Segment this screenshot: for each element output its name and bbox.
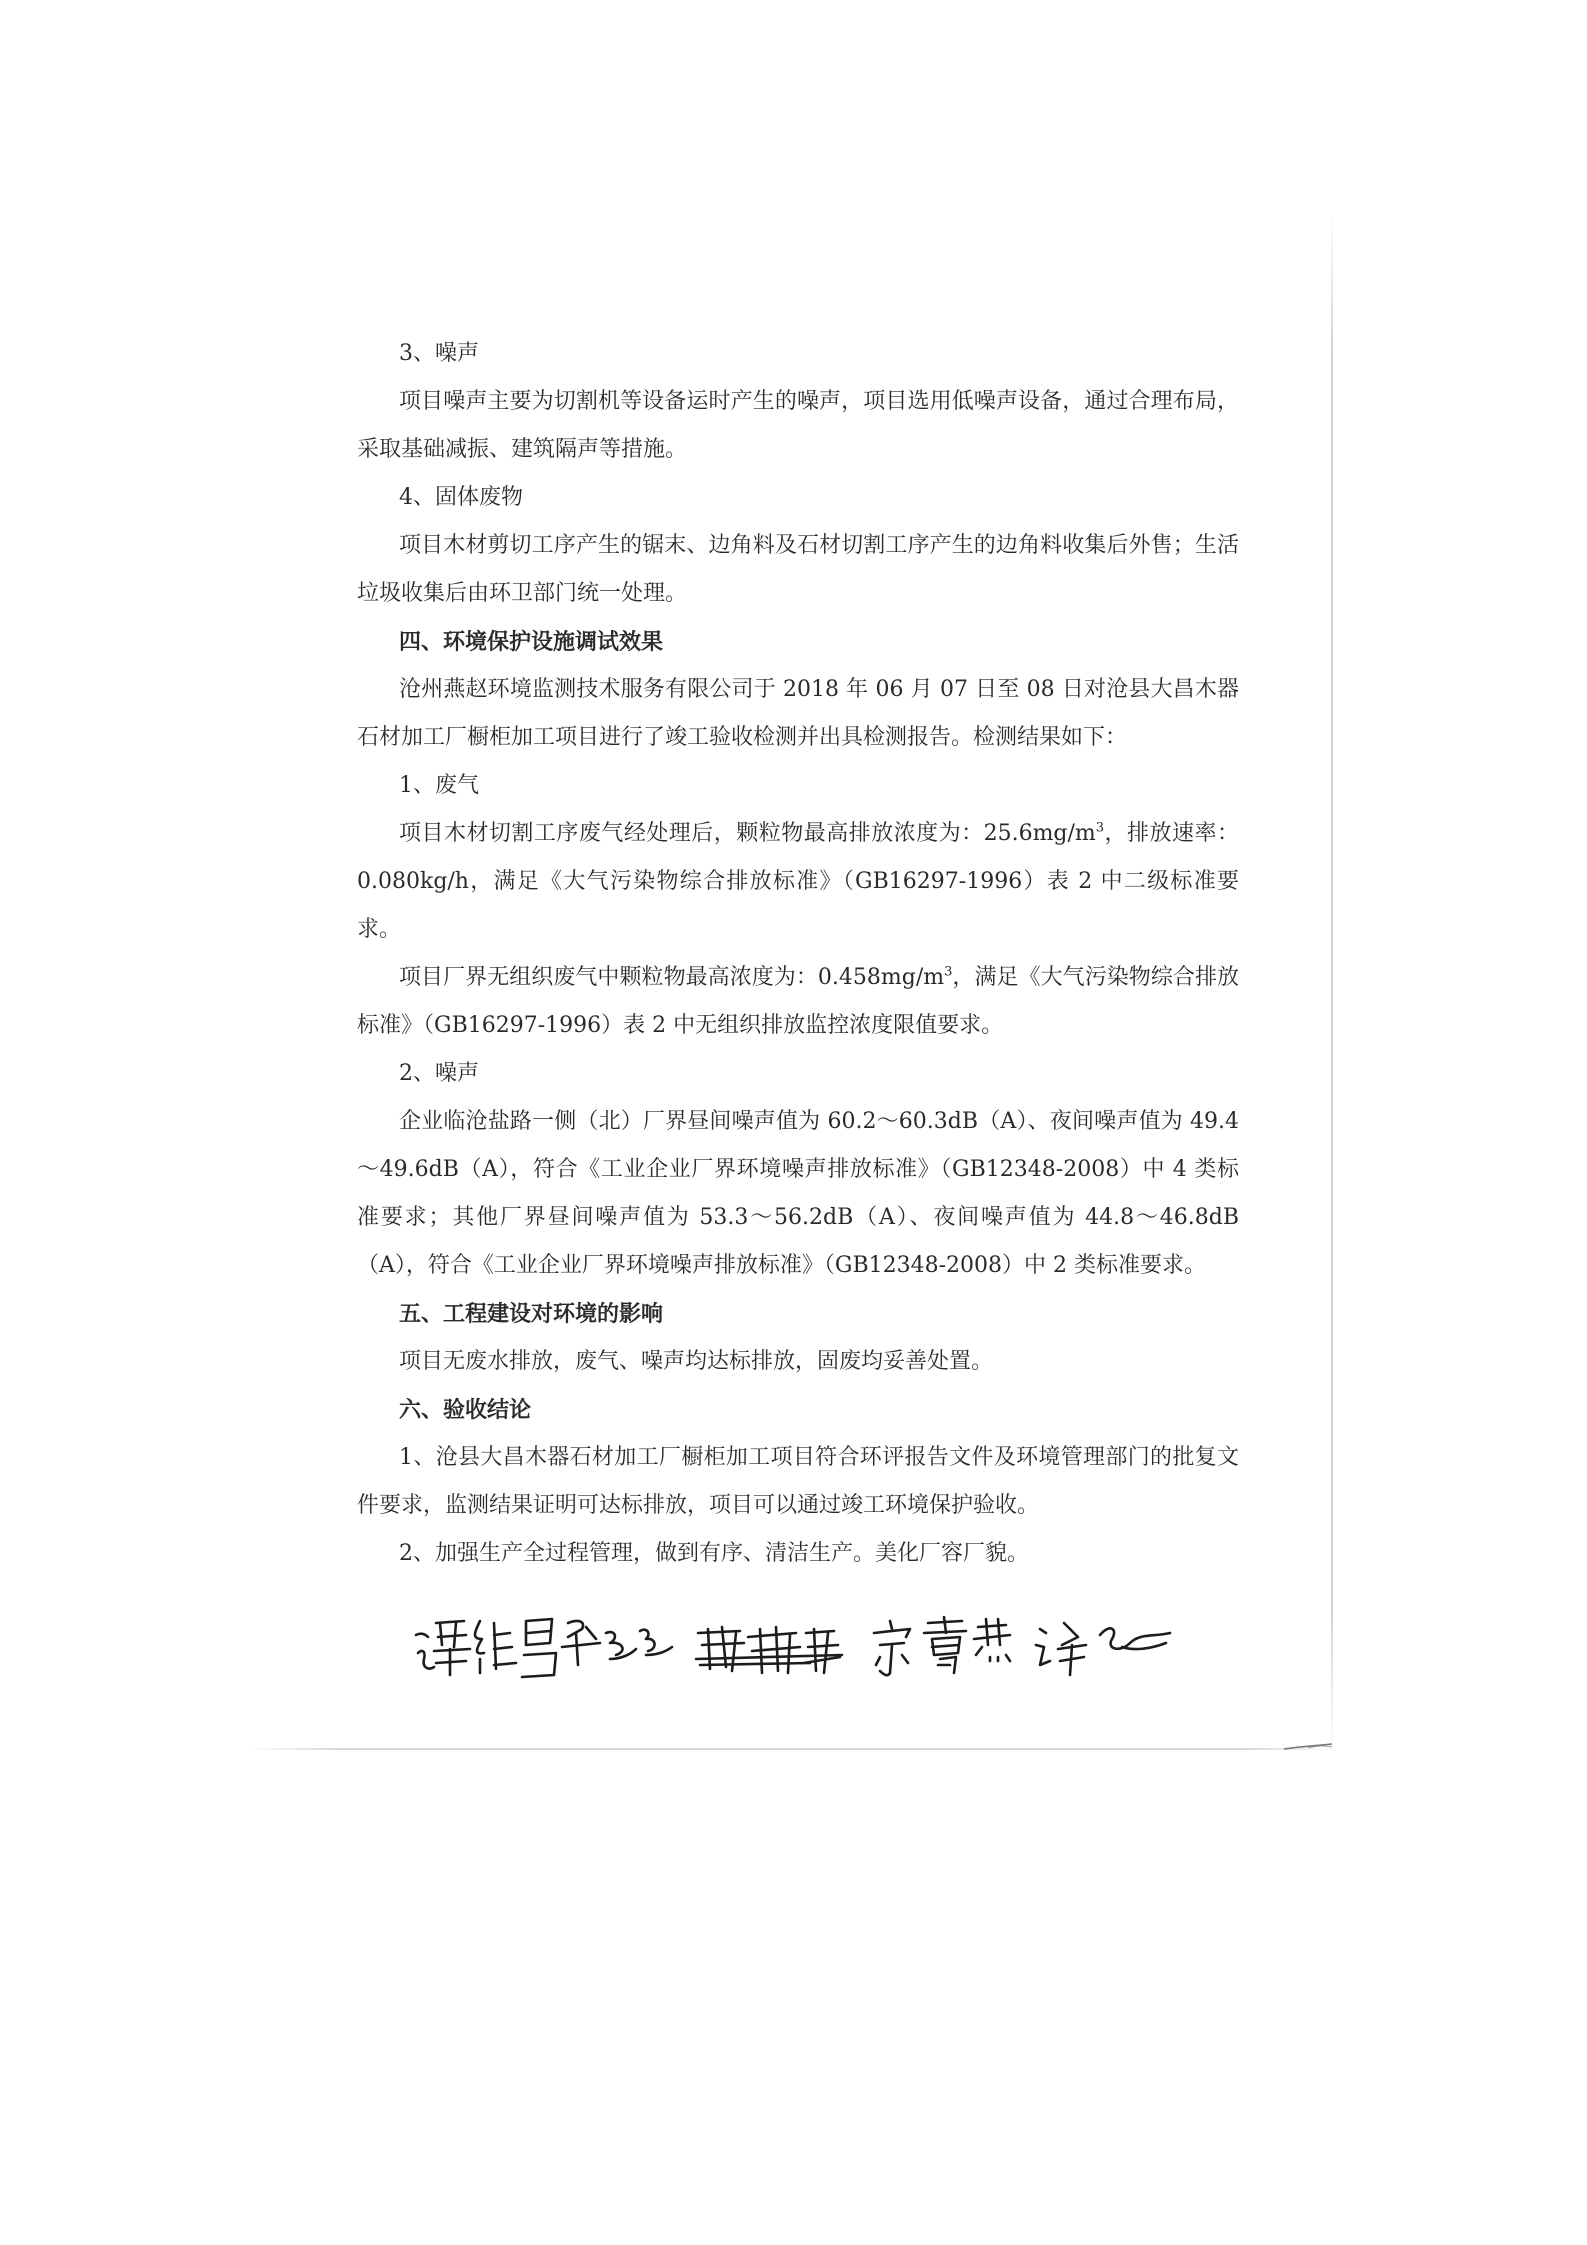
exhaust-unorganized-text-b: ，满足《大气污染物综合排放标准》（GB16297-1996）表 2 中无组织排放监控浓度限值要求。 — [357, 965, 1239, 1038]
handwritten-signatures — [410, 1593, 1210, 1713]
part-heading-environmental-impact: 五、工程建设对环境的影响 — [399, 1301, 664, 1327]
document-body — [357, 330, 1239, 1578]
scan-corner-mark — [1282, 1741, 1334, 1751]
paragraph-exhaust-unorganized — [357, 954, 1239, 1050]
part-intro-facility-results: 沧州燕赵环境监测技术服务有限公司于 2018 年 06 月 07 日至 08 日对沧县大昌木器石材加工厂橱柜加工项目进行了竣工验收检测并出具检测报告。检测结果如下： — [357, 677, 1239, 750]
part-heading-acceptance-conclusion: 六、验收结论 — [399, 1397, 532, 1423]
part-body-environmental-impact: 项目无废水排放，废气、噪声均达标排放，固废均妥善处置。 — [399, 1349, 994, 1374]
part-heading-facility-results: 四、环境保护设施调试效果 — [399, 629, 664, 655]
signature-2 — [696, 1627, 842, 1673]
exhaust-organized-text-b: ，排放速率：0.080kg/h，满足《大气污染物综合排放标准》（GB16297-1996）表 2 中二级标准要求。 — [357, 821, 1239, 942]
exhaust-organized-text-a: 项目木材切割工序废气经处理后，颗粒物最高排放浓度为：25.6mg/m — [399, 821, 1096, 846]
signature-4 — [1036, 1623, 1170, 1675]
scan-page-edge-bottom — [250, 1748, 1335, 1750]
signature-3 — [874, 1617, 1010, 1675]
paragraph-noise-results: 企业临沧盐路一侧（北）厂界昼间噪声值为 60.2～60.3dB（A）、夜间噪声值为 49.4～49.6dB（A），符合《工业企业厂界环境噪声排放标准》（GB12348-2008）中 4 类标准要求；其他厂界昼间噪声值为 53.3～56.2dB（A）、夜间噪声值为 44.8～46.8dB（A），符合《工业企业厂界环境噪声排放标准》（GB12348-2008）中 2 类标准要求。 — [357, 1109, 1239, 1278]
subheading-noise-results: 2、噪声 — [399, 1061, 479, 1086]
section-heading-noise: 3、噪声 — [399, 341, 479, 366]
scan-page-edge-right — [1331, 210, 1333, 1755]
section-body-noise: 项目噪声主要为切割机等设备运时产生的噪声，项目选用低噪声设备，通过合理布局，采取基础减振、建筑隔声等措施。 — [357, 389, 1239, 462]
section-heading-solid-waste: 4、固体废物 — [399, 485, 523, 510]
exhaust-organized-superscript: 3 — [1095, 820, 1105, 836]
signature-1 — [416, 1619, 672, 1677]
conclusion-item-1: 1、沧县大昌木器石材加工厂橱柜加工项目符合环评报告文件及环境管理部门的批复文件要求，监测结果证明可达标排放，项目可以通过竣工环境保护验收。 — [357, 1445, 1239, 1518]
conclusion-item-2: 2、加强生产全过程管理，做到有序、清洁生产。美化厂容厂貌。 — [399, 1541, 1029, 1566]
section-body-solid-waste: 项目木材剪切工序产生的锯末、边角料及石材切割工序产生的边角料收集后外售；生活垃圾收集后由环卫部门统一处理。 — [357, 533, 1239, 606]
subheading-exhaust-gas: 1、废气 — [399, 773, 479, 798]
exhaust-unorganized-text-a: 项目厂界无组织废气中颗粒物最高浓度为：0.458mg/m — [399, 965, 945, 990]
paragraph-exhaust-organized — [357, 810, 1239, 954]
exhaust-unorganized-superscript: 3 — [944, 964, 953, 980]
